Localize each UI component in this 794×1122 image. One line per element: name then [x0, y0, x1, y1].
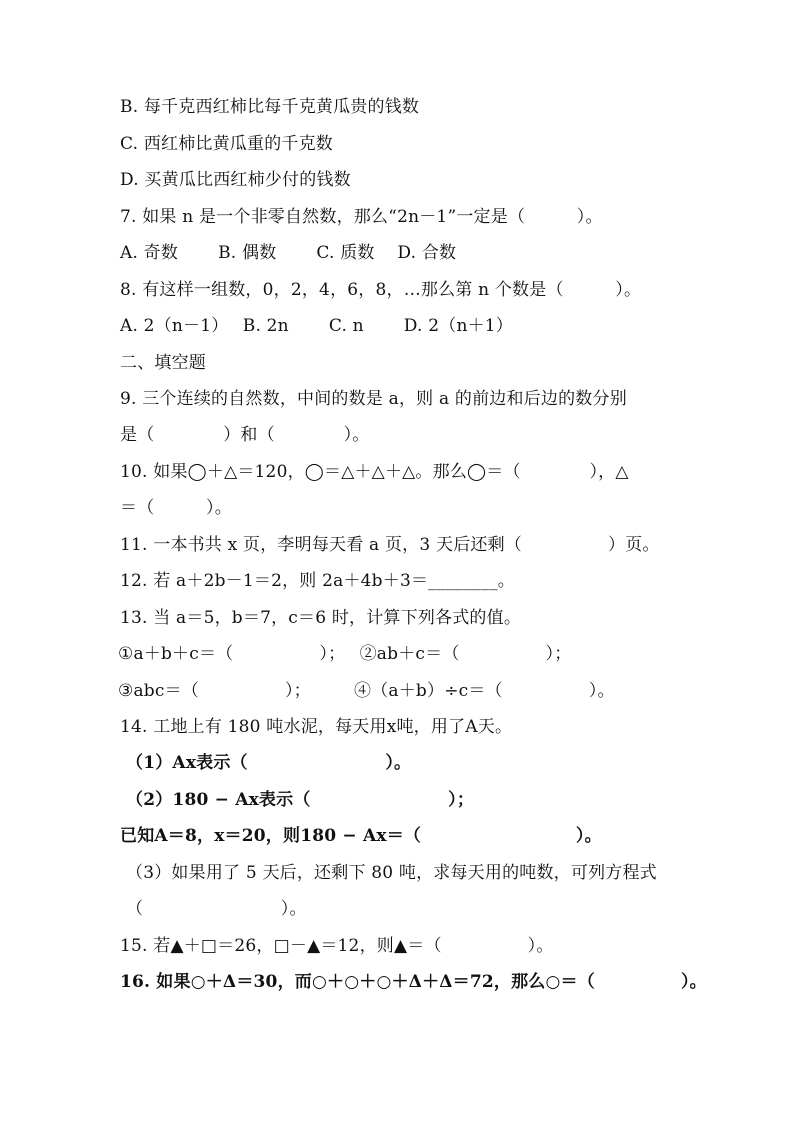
question-13-parts-1-2: ①a＋b＋c＝（ ）； ②ab＋c＝（ ）； [118, 644, 572, 664]
question-7: 7. 如果 n 是一个非零自然数，那么“2n－1”一定是（ ）。 [120, 207, 603, 227]
question-10: 10. 如果◯＋△＝120，◯＝△＋△＋△。那么◯＝（ ），△ [120, 462, 629, 482]
question-15: 15. 若▲＋□＝26，□－▲＝12，则▲＝（ ）。 [120, 936, 554, 956]
question-12: 12. 若 a＋2b－1＝2，则 2a＋4b＋3＝________。 [120, 571, 515, 591]
option-6c: C. 西红柿比黄瓜重的千克数 [120, 134, 334, 154]
question-14-part-2: （2）180 − Ax表示（ ）； [126, 790, 475, 810]
question-8: 8. 有这样一组数，0，2，4，6，8，…那么第 n 个数是（ ）。 [120, 280, 642, 300]
question-8-options: A. 2（n－1） B. 2n C. n D. 2（n＋1） [120, 316, 514, 336]
option-6d: D. 买黄瓜比西红柿少付的钱数 [120, 170, 351, 190]
question-14-part-1: （1）Ax表示（ ）。 [126, 753, 412, 773]
section-heading-fill-in: 二、填空题 [120, 353, 206, 373]
question-7-options: A. 奇数 B. 偶数 C. 质数 D. 合数 [120, 243, 457, 263]
question-13: 13. 当 a＝5，b＝7，c＝6 时，计算下列各式的值。 [120, 608, 522, 628]
question-14-given: 已知A＝8，x＝20，则180 − Ax＝（ ）。 [120, 826, 602, 846]
question-14: 14. 工地上有 180 吨水泥，每天用x吨，用了A天。 [120, 717, 513, 737]
question-13-parts-3-4: ③abc＝（ ）； ④（a＋b）÷c＝（ ）。 [118, 681, 615, 701]
question-9-cont: 是（ ）和（ ）。 [120, 425, 370, 445]
question-14-part-3: （3）如果用了 5 天后，还剩下 80 吨，求每天用的吨数，可列方程式 [126, 863, 657, 883]
question-10-cont: ＝（ ）。 [120, 498, 232, 518]
option-6b: B. 每千克西红柿比每千克黄瓜贵的钱数 [120, 97, 420, 117]
question-16: 16. 如果○＋Δ＝30，而○＋○＋○＋Δ＋Δ＝72，那么○＝（ ）。 [120, 972, 707, 992]
question-9: 9. 三个连续的自然数，中间的数是 a，则 a 的前边和后边的数分别 [120, 389, 627, 409]
question-14-part-3-cont: （ ）。 [126, 899, 307, 919]
question-11: 11. 一本书共 x 页，李明每天看 a 页，3 天后还剩（ ）页。 [120, 535, 660, 555]
